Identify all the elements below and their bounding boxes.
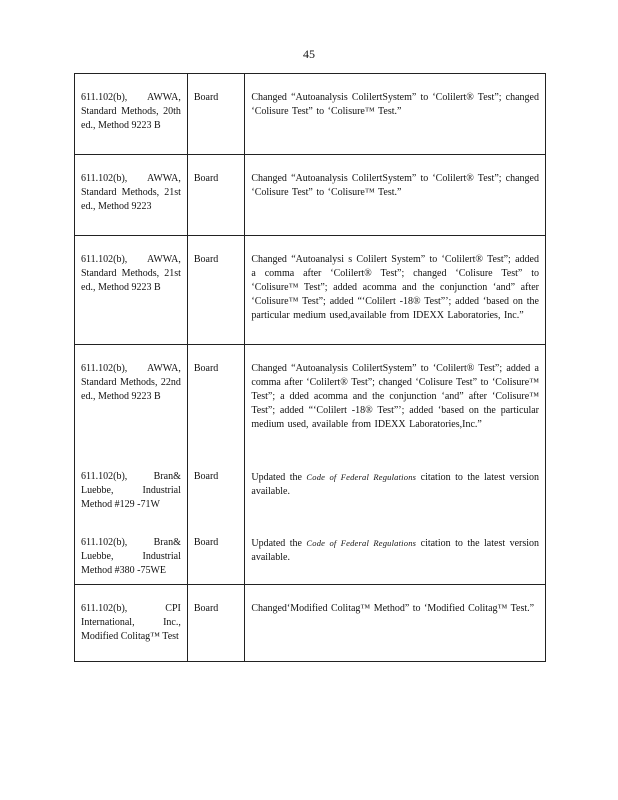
change-prefix: Updated the bbox=[251, 538, 302, 549]
row-source: Board bbox=[187, 236, 245, 345]
row-change bbox=[245, 453, 546, 519]
table-row bbox=[75, 585, 546, 662]
row-source: Board bbox=[187, 453, 245, 519]
table-row bbox=[75, 236, 546, 345]
table-row bbox=[75, 453, 546, 519]
row-reference: 611.102(b), AWWA, Standard Methods, 21st ed., Method 9223 bbox=[75, 155, 188, 236]
page-number: 45 bbox=[303, 47, 315, 61]
table-row bbox=[75, 519, 546, 585]
change-suffix: citation to the latest version available. bbox=[251, 472, 540, 497]
row-change bbox=[245, 519, 546, 585]
row-reference: 611.102(b), AWWA, Standard Methods, 22nd ed., Method 9223 B bbox=[75, 345, 188, 454]
row-reference: 611.102(b), Bran& Luebbe, Industrial Method #380 -75WE bbox=[75, 519, 188, 585]
amendments-table bbox=[74, 73, 546, 662]
row-source: Board bbox=[187, 585, 245, 662]
row-source: Board bbox=[187, 345, 245, 454]
row-change: Changed “Autoanalysis ColilertSystem” to ‘Colilert® Test”; changed ‘Colisure Test” to ‘Colisure™ Test.” bbox=[245, 74, 546, 155]
row-change: Changed‘Modified Colitag™ Method” to ‘Modified Colitag™ Test.” bbox=[245, 585, 546, 662]
row-reference: 611.102(b), AWWA, Standard Methods, 21st ed., Method 9223 B bbox=[75, 236, 188, 345]
row-source: Board bbox=[187, 519, 245, 585]
row-reference: 611.102(b), CPI International, Inc., Modified Colitag™ Test bbox=[75, 585, 188, 662]
row-reference: 611.102(b), AWWA, Standard Methods, 20th ed., Method 9223 B bbox=[75, 74, 188, 155]
row-reference: 611.102(b), Bran& Luebbe, Industrial Method #129 -71W bbox=[75, 453, 188, 519]
row-change: Changed “Autoanalysi s Colilert System” to ‘Colilert® Test”; added a comma after ‘Colilert® Test”; changed ‘Colisure Test” to ‘Colisure™ Test”; added acomma and the conjunction ‘and” after ‘Colisure™ Test”; added “‘Colilert -18® Test”’; added ‘based on the particular medium used,available from IDEXX Laboratories, Inc.” bbox=[245, 236, 546, 345]
row-change: Changed “Autoanalysis ColilertSystem” to ‘Colilert® Test”; added a comma after ‘Colilert® Test”; changed ‘Colisure Test” to ‘Colisure™ Test”; a dded acomma and the conjunction ‘and” after ‘Colisure™ Test”; added “‘Colilert -18® Test”’; added ‘based on the particular medium used, available from IDEXX Laboratories,Inc.” bbox=[245, 345, 546, 454]
table-row bbox=[75, 345, 546, 454]
table-row bbox=[75, 155, 546, 236]
change-prefix: Updated the bbox=[251, 472, 302, 483]
cfr-citation: Code of Federal Regulations bbox=[306, 472, 417, 482]
row-source: Board bbox=[187, 155, 245, 236]
row-change: Changed “Autoanalysis ColilertSystem” to ‘Colilert® Test”; changed ‘Colisure Test” to ‘Colisure™ Test.” bbox=[245, 155, 546, 236]
table-row bbox=[75, 74, 546, 155]
cfr-citation: Code of Federal Regulations bbox=[306, 538, 417, 548]
row-source: Board bbox=[187, 74, 245, 155]
change-suffix: citation to the latest version available. bbox=[251, 538, 540, 563]
